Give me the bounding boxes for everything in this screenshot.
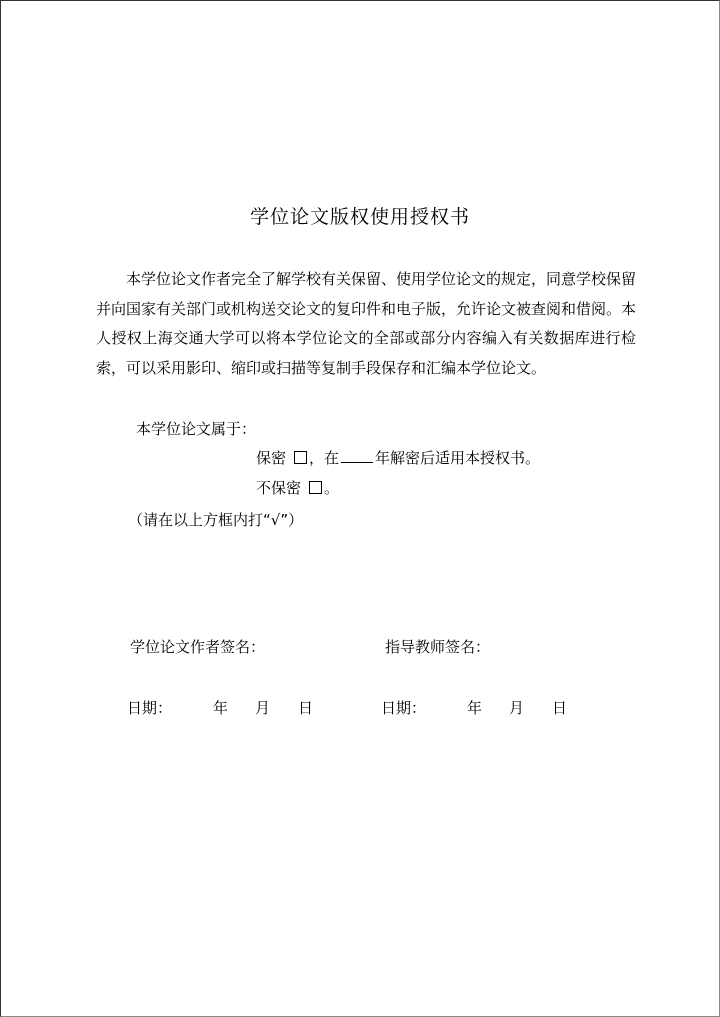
author-signature-label: 学位论文作者签名： (130, 638, 266, 656)
nonsecret-option (256, 473, 339, 503)
nonsecret-label: 不保密 (256, 479, 302, 497)
checkmark-note: （请在以上方框内打“√”） (128, 511, 304, 529)
author-date (127, 693, 313, 723)
document-title: 学位论文版权使用授权书 (249, 206, 470, 228)
date-day: 日 (298, 699, 314, 717)
date-label: 日期： (381, 699, 427, 717)
authorization-paragraph: 本学位论文作者完全了解学校有关保留、使用学位论文的规定，同意学校保留并向国家有关部门或机构送交论文的复印件和电子版，允许论文被查阅和借阅。本人授权上海交通大学可以将本学位论文的全部或部分内容编入有关数据库进行检索，可以采用影印、缩印或扫描等复制手段保存和汇编本学位论文。 (96, 270, 637, 377)
advisor-signature-label: 指导教师签名： (385, 638, 491, 656)
nonsecret-suffix: 。 (324, 479, 340, 497)
belongs-label: 本学位论文属于： (136, 420, 257, 438)
secret-checkbox[interactable] (294, 451, 307, 464)
date-label: 日期： (127, 699, 173, 717)
date-year: 年 (213, 699, 229, 717)
advisor-date (381, 693, 567, 723)
secret-suffix-before-blank: ，在 (309, 449, 340, 467)
date-year: 年 (467, 699, 483, 717)
date-month: 月 (509, 699, 525, 717)
secret-option (256, 443, 540, 473)
secret-label: 保密 (256, 449, 287, 467)
date-day: 日 (552, 699, 568, 717)
nonsecret-checkbox[interactable] (309, 481, 322, 494)
years-blank (341, 445, 373, 463)
secret-suffix-after-blank: 年解密后适用本授权书。 (375, 449, 541, 467)
date-month: 月 (255, 699, 271, 717)
